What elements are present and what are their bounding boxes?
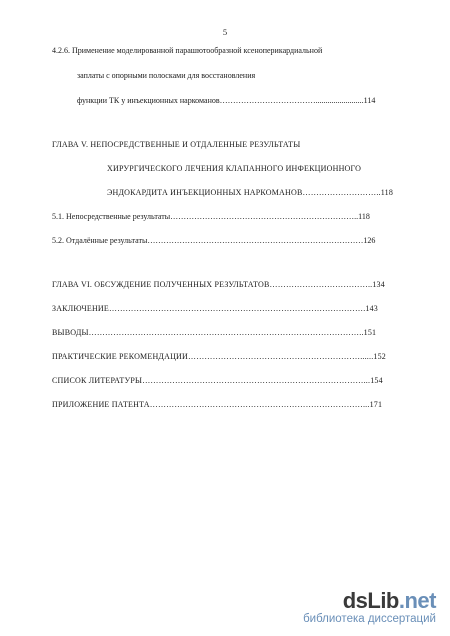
toc-entry-5-2: 5.2. Отдалённые результаты………………………………………………………………………126 xyxy=(52,236,376,245)
toc-chapter-5-line-2: ХИРУРГИЧЕСКОГО ЛЕЧЕНИЯ КЛАПАННОГО ИНФЕКЦИОННОГО xyxy=(107,164,362,173)
dslib-watermark xyxy=(303,590,436,626)
toc-chapter-5-line-1: ГЛАВА V. НЕПОСРЕДСТВЕННЫЕ И ОТДАЛЕННЫЕ РЕЗУЛЬТАТЫ xyxy=(52,140,301,149)
toc-entry-4-2-6-line-1: 4.2.6. Применение моделированной парашютообразной ксеноперикардиальной xyxy=(52,46,323,55)
toc-entry-5-1: 5.1. Непосредственные результаты……………………………………………………………..118 xyxy=(52,212,370,221)
dslib-subtitle: библиотека диссертаций xyxy=(303,613,436,625)
toc-entry-4-2-6-line-3: функции ТК у инъекционных наркоманов………………………………........................114 xyxy=(77,96,376,105)
dslib-logo xyxy=(303,590,436,612)
toc-references: СПИСОК ЛИТЕРАТУРЫ………………………………………………………………………...154 xyxy=(52,376,383,385)
toc-entry-4-2-6-line-2: заплаты с опорными полосками для восстановления xyxy=(77,71,256,80)
page-number: 5 xyxy=(222,27,228,37)
toc-findings: ВЫВОДЫ………………………………………………………………………………………..151 xyxy=(52,328,377,337)
toc-chapter-6: ГЛАВА VI. ОБСУЖДЕНИЕ ПОЛУЧЕННЫХ РЕЗУЛЬТАТОВ………………………………..134 xyxy=(52,280,385,289)
logo-lib: Lib xyxy=(367,588,399,613)
toc-recommendations: ПРАКТИЧЕСКИЕ РЕКОМЕНДАЦИИ………………………………………………………......152 xyxy=(52,352,386,361)
toc-conclusion: ЗАКЛЮЧЕНИЕ………………………………………………………………………………….143 xyxy=(52,304,378,313)
toc-chapter-5-line-3: ЭНДОКАРДИТА ИНЪЕКЦИОННЫХ НАРКОМАНОВ………………………..118 xyxy=(107,188,394,197)
toc-appendix: ПРИЛОЖЕНИЕ ПАТЕНТА……………………………………………………………………...171 xyxy=(52,400,383,409)
logo-ds: ds xyxy=(342,588,368,613)
logo-tld: .net xyxy=(398,588,436,613)
